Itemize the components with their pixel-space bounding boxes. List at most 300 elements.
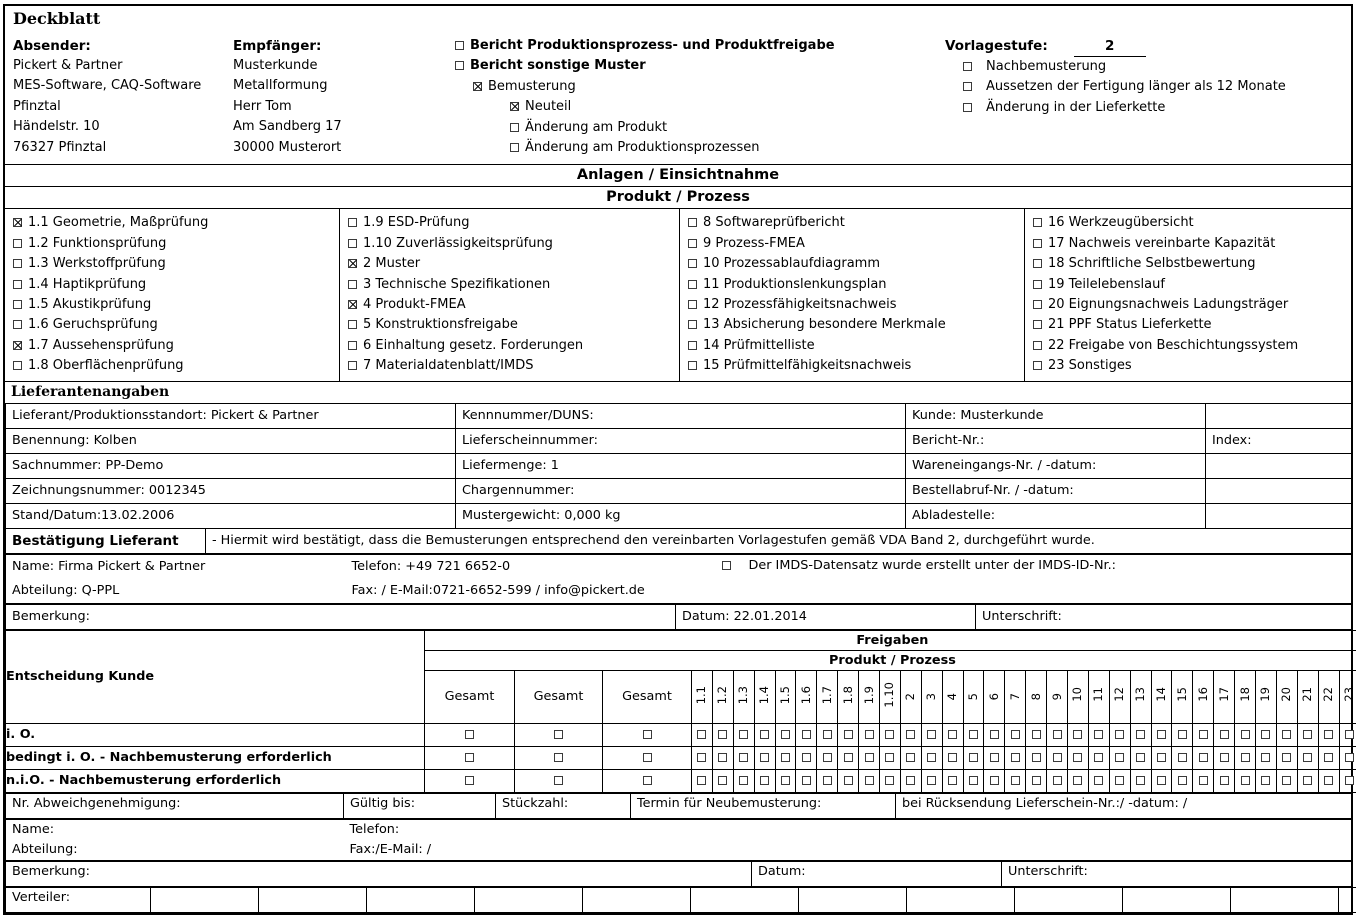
attachment-option[interactable] bbox=[348, 234, 679, 254]
attachment-checkbox[interactable] bbox=[688, 280, 697, 289]
decision-detail-checkbox[interactable] bbox=[1303, 753, 1312, 762]
decision-summary-checkbox[interactable] bbox=[643, 753, 652, 762]
attachment-checkbox[interactable] bbox=[688, 259, 697, 268]
decision-detail-checkbox[interactable] bbox=[781, 776, 790, 785]
attachment-option[interactable] bbox=[348, 315, 679, 335]
decision-detail-checkbox[interactable] bbox=[802, 730, 811, 739]
decision-detail-checkbox[interactable] bbox=[1178, 753, 1187, 762]
decision-detail-cell[interactable] bbox=[733, 723, 754, 746]
decision-detail-checkbox[interactable] bbox=[1303, 730, 1312, 739]
decision-detail-cell[interactable] bbox=[1214, 746, 1235, 769]
decision-detail-cell[interactable] bbox=[1318, 769, 1339, 792]
decision-detail-cell[interactable] bbox=[1256, 746, 1277, 769]
attachment-checkbox[interactable] bbox=[1033, 361, 1042, 370]
decision-detail-cell[interactable] bbox=[1130, 769, 1151, 792]
decision-detail-checkbox[interactable] bbox=[1220, 753, 1229, 762]
decision-detail-cell[interactable] bbox=[1256, 723, 1277, 746]
decision-detail-cell[interactable] bbox=[1005, 723, 1026, 746]
attachment-option[interactable] bbox=[13, 275, 339, 295]
report-type-option[interactable] bbox=[455, 97, 945, 117]
decision-detail-checkbox[interactable] bbox=[1053, 776, 1062, 785]
decision-detail-cell[interactable] bbox=[754, 769, 775, 792]
decision-summary-cell[interactable] bbox=[515, 769, 603, 792]
attachment-checkbox[interactable] bbox=[348, 218, 357, 227]
submission-level-option[interactable] bbox=[945, 57, 1345, 77]
attachment-option[interactable] bbox=[13, 213, 339, 233]
decision-detail-cell[interactable] bbox=[1088, 746, 1109, 769]
decision-detail-checkbox[interactable] bbox=[990, 776, 999, 785]
decision-detail-checkbox[interactable] bbox=[1220, 776, 1229, 785]
decision-detail-checkbox[interactable] bbox=[1053, 753, 1062, 762]
report-type-option[interactable] bbox=[455, 77, 945, 97]
attachment-checkbox[interactable] bbox=[348, 259, 357, 268]
distribution-cell[interactable] bbox=[475, 887, 583, 912]
attachment-checkbox[interactable] bbox=[13, 341, 22, 350]
decision-detail-checkbox[interactable] bbox=[927, 730, 936, 739]
attachment-option[interactable] bbox=[13, 315, 339, 335]
report-type-option[interactable] bbox=[455, 56, 945, 76]
distribution-cell[interactable] bbox=[691, 887, 799, 912]
decision-detail-cell[interactable] bbox=[817, 769, 838, 792]
decision-detail-cell[interactable] bbox=[838, 723, 859, 746]
decision-summary-cell[interactable] bbox=[425, 746, 515, 769]
decision-detail-checkbox[interactable] bbox=[865, 753, 874, 762]
decision-detail-checkbox[interactable] bbox=[781, 753, 790, 762]
decision-detail-checkbox[interactable] bbox=[948, 730, 957, 739]
decision-detail-cell[interactable] bbox=[1172, 746, 1193, 769]
decision-detail-checkbox[interactable] bbox=[1199, 753, 1208, 762]
decision-detail-cell[interactable] bbox=[733, 769, 754, 792]
distribution-cell[interactable] bbox=[583, 887, 691, 912]
decision-detail-cell[interactable] bbox=[1172, 769, 1193, 792]
decision-summary-cell[interactable] bbox=[603, 769, 692, 792]
decision-detail-checkbox[interactable] bbox=[1053, 730, 1062, 739]
decision-detail-checkbox[interactable] bbox=[885, 776, 894, 785]
decision-detail-checkbox[interactable] bbox=[1261, 730, 1270, 739]
decision-summary-checkbox[interactable] bbox=[465, 730, 474, 739]
attachment-option[interactable] bbox=[348, 213, 679, 233]
attachment-checkbox[interactable] bbox=[13, 259, 22, 268]
decision-detail-cell[interactable] bbox=[880, 746, 901, 769]
attachment-option[interactable] bbox=[688, 234, 1024, 254]
decision-detail-checkbox[interactable] bbox=[1261, 753, 1270, 762]
decision-detail-cell[interactable] bbox=[942, 723, 963, 746]
decision-detail-cell[interactable] bbox=[1047, 769, 1068, 792]
decision-detail-checkbox[interactable] bbox=[1324, 730, 1333, 739]
decision-detail-checkbox[interactable] bbox=[1011, 730, 1020, 739]
decision-detail-cell[interactable] bbox=[712, 746, 733, 769]
decision-detail-cell[interactable] bbox=[1276, 769, 1297, 792]
decision-detail-checkbox[interactable] bbox=[739, 753, 748, 762]
decision-summary-checkbox[interactable] bbox=[554, 730, 563, 739]
attachment-option[interactable] bbox=[1033, 315, 1351, 335]
attachment-option[interactable] bbox=[13, 254, 339, 274]
decision-detail-cell[interactable] bbox=[1088, 723, 1109, 746]
attachment-option[interactable] bbox=[348, 336, 679, 356]
decision-detail-checkbox[interactable] bbox=[1157, 753, 1166, 762]
decision-detail-cell[interactable] bbox=[1151, 723, 1172, 746]
decision-summary-checkbox[interactable] bbox=[643, 730, 652, 739]
attachment-option[interactable] bbox=[1033, 213, 1351, 233]
decision-detail-checkbox[interactable] bbox=[823, 776, 832, 785]
decision-detail-cell[interactable] bbox=[1297, 746, 1318, 769]
decision-detail-checkbox[interactable] bbox=[1282, 753, 1291, 762]
decision-detail-checkbox[interactable] bbox=[1094, 730, 1103, 739]
report-type-option[interactable] bbox=[455, 138, 945, 158]
decision-detail-cell[interactable] bbox=[1026, 723, 1047, 746]
attachment-checkbox[interactable] bbox=[1033, 280, 1042, 289]
decision-detail-checkbox[interactable] bbox=[948, 776, 957, 785]
decision-summary-cell[interactable] bbox=[425, 723, 515, 746]
decision-detail-cell[interactable] bbox=[880, 769, 901, 792]
decision-summary-cell[interactable] bbox=[603, 723, 692, 746]
decision-summary-checkbox[interactable] bbox=[465, 753, 474, 762]
decision-summary-checkbox[interactable] bbox=[465, 776, 474, 785]
decision-detail-checkbox[interactable] bbox=[739, 730, 748, 739]
decision-detail-checkbox[interactable] bbox=[1115, 730, 1124, 739]
decision-detail-cell[interactable] bbox=[880, 723, 901, 746]
decision-detail-cell[interactable] bbox=[1318, 723, 1339, 746]
attachment-option[interactable] bbox=[688, 295, 1024, 315]
decision-detail-checkbox[interactable] bbox=[739, 776, 748, 785]
decision-summary-cell[interactable] bbox=[425, 769, 515, 792]
distribution-cell[interactable] bbox=[799, 887, 907, 912]
decision-detail-cell[interactable] bbox=[775, 769, 796, 792]
decision-detail-cell[interactable] bbox=[1339, 723, 1356, 746]
submission-level-option[interactable] bbox=[945, 98, 1345, 118]
distribution-cell[interactable] bbox=[151, 887, 259, 912]
attachment-option[interactable] bbox=[13, 336, 339, 356]
decision-detail-cell[interactable] bbox=[942, 769, 963, 792]
decision-detail-checkbox[interactable] bbox=[906, 776, 915, 785]
decision-detail-checkbox[interactable] bbox=[1157, 776, 1166, 785]
attachment-checkbox[interactable] bbox=[1033, 320, 1042, 329]
decision-detail-checkbox[interactable] bbox=[1241, 753, 1250, 762]
decision-detail-cell[interactable] bbox=[692, 746, 713, 769]
decision-detail-cell[interactable] bbox=[900, 723, 921, 746]
decision-detail-checkbox[interactable] bbox=[760, 753, 769, 762]
attachment-checkbox[interactable] bbox=[13, 239, 22, 248]
decision-detail-checkbox[interactable] bbox=[1261, 776, 1270, 785]
decision-detail-checkbox[interactable] bbox=[885, 753, 894, 762]
decision-detail-cell[interactable] bbox=[984, 746, 1005, 769]
attachment-option[interactable] bbox=[348, 275, 679, 295]
decision-detail-checkbox[interactable] bbox=[802, 753, 811, 762]
decision-detail-checkbox[interactable] bbox=[1136, 753, 1145, 762]
decision-summary-checkbox[interactable] bbox=[554, 753, 563, 762]
decision-detail-cell[interactable] bbox=[817, 746, 838, 769]
decision-detail-checkbox[interactable] bbox=[948, 753, 957, 762]
decision-summary-checkbox[interactable] bbox=[643, 776, 652, 785]
decision-detail-cell[interactable] bbox=[1193, 723, 1214, 746]
decision-detail-checkbox[interactable] bbox=[1324, 753, 1333, 762]
attachment-option[interactable] bbox=[1033, 356, 1351, 376]
decision-detail-checkbox[interactable] bbox=[969, 753, 978, 762]
attachment-option[interactable] bbox=[688, 213, 1024, 233]
decision-detail-cell[interactable] bbox=[900, 769, 921, 792]
decision-detail-checkbox[interactable] bbox=[1115, 776, 1124, 785]
decision-detail-checkbox[interactable] bbox=[823, 753, 832, 762]
attachment-checkbox[interactable] bbox=[348, 300, 357, 309]
decision-detail-checkbox[interactable] bbox=[1178, 776, 1187, 785]
attachment-option[interactable] bbox=[1033, 234, 1351, 254]
decision-detail-cell[interactable] bbox=[921, 769, 942, 792]
decision-detail-cell[interactable] bbox=[900, 746, 921, 769]
report-type-checkbox[interactable] bbox=[510, 123, 519, 132]
attachment-option[interactable] bbox=[1033, 295, 1351, 315]
decision-detail-cell[interactable] bbox=[1339, 746, 1356, 769]
decision-detail-checkbox[interactable] bbox=[865, 776, 874, 785]
decision-detail-checkbox[interactable] bbox=[1241, 730, 1250, 739]
decision-detail-cell[interactable] bbox=[775, 746, 796, 769]
decision-detail-cell[interactable] bbox=[1109, 769, 1130, 792]
decision-detail-cell[interactable] bbox=[1026, 746, 1047, 769]
decision-summary-cell[interactable] bbox=[515, 746, 603, 769]
decision-detail-checkbox[interactable] bbox=[969, 730, 978, 739]
decision-detail-checkbox[interactable] bbox=[885, 730, 894, 739]
decision-detail-checkbox[interactable] bbox=[844, 776, 853, 785]
decision-detail-cell[interactable] bbox=[1235, 746, 1256, 769]
decision-detail-checkbox[interactable] bbox=[1032, 730, 1041, 739]
attachment-checkbox[interactable] bbox=[1033, 300, 1042, 309]
attachment-checkbox[interactable] bbox=[1033, 259, 1042, 268]
decision-detail-cell[interactable] bbox=[1172, 723, 1193, 746]
decision-detail-checkbox[interactable] bbox=[927, 776, 936, 785]
attachment-option[interactable] bbox=[1033, 275, 1351, 295]
attachment-option[interactable] bbox=[13, 356, 339, 376]
decision-detail-cell[interactable] bbox=[1318, 746, 1339, 769]
decision-detail-cell[interactable] bbox=[796, 746, 817, 769]
attachment-checkbox[interactable] bbox=[348, 320, 357, 329]
decision-detail-cell[interactable] bbox=[1193, 769, 1214, 792]
decision-detail-checkbox[interactable] bbox=[1178, 730, 1187, 739]
attachment-checkbox[interactable] bbox=[1033, 239, 1042, 248]
decision-detail-cell[interactable] bbox=[1005, 769, 1026, 792]
decision-detail-cell[interactable] bbox=[1151, 746, 1172, 769]
attachment-checkbox[interactable] bbox=[348, 361, 357, 370]
attachment-checkbox[interactable] bbox=[688, 239, 697, 248]
decision-detail-checkbox[interactable] bbox=[906, 753, 915, 762]
decision-detail-cell[interactable] bbox=[1214, 769, 1235, 792]
decision-detail-cell[interactable] bbox=[963, 723, 984, 746]
decision-detail-checkbox[interactable] bbox=[1199, 730, 1208, 739]
decision-detail-cell[interactable] bbox=[733, 746, 754, 769]
decision-detail-checkbox[interactable] bbox=[1220, 730, 1229, 739]
report-type-checkbox[interactable] bbox=[510, 102, 519, 111]
distribution-cell[interactable] bbox=[259, 887, 367, 912]
decision-detail-checkbox[interactable] bbox=[1241, 776, 1250, 785]
decision-detail-checkbox[interactable] bbox=[697, 753, 706, 762]
decision-detail-cell[interactable] bbox=[921, 723, 942, 746]
attachment-option[interactable] bbox=[13, 295, 339, 315]
decision-detail-cell[interactable] bbox=[1235, 769, 1256, 792]
decision-detail-cell[interactable] bbox=[796, 769, 817, 792]
decision-detail-cell[interactable] bbox=[817, 723, 838, 746]
decision-detail-cell[interactable] bbox=[1068, 723, 1089, 746]
distribution-cell[interactable] bbox=[1231, 887, 1339, 912]
decision-detail-cell[interactable] bbox=[1256, 769, 1277, 792]
decision-detail-checkbox[interactable] bbox=[1303, 776, 1312, 785]
decision-detail-checkbox[interactable] bbox=[990, 753, 999, 762]
decision-detail-checkbox[interactable] bbox=[1073, 730, 1082, 739]
decision-detail-cell[interactable] bbox=[984, 769, 1005, 792]
decision-detail-checkbox[interactable] bbox=[1324, 776, 1333, 785]
attachment-checkbox[interactable] bbox=[688, 218, 697, 227]
decision-detail-cell[interactable] bbox=[1193, 746, 1214, 769]
attachment-checkbox[interactable] bbox=[688, 300, 697, 309]
decision-detail-checkbox[interactable] bbox=[718, 730, 727, 739]
attachment-checkbox[interactable] bbox=[688, 341, 697, 350]
attachment-checkbox[interactable] bbox=[13, 300, 22, 309]
report-type-option[interactable] bbox=[455, 118, 945, 138]
decision-detail-checkbox[interactable] bbox=[1073, 753, 1082, 762]
decision-detail-cell[interactable] bbox=[692, 769, 713, 792]
attachment-checkbox[interactable] bbox=[1033, 341, 1042, 350]
decision-detail-cell[interactable] bbox=[692, 723, 713, 746]
attachment-option[interactable] bbox=[688, 336, 1024, 356]
distribution-cell[interactable] bbox=[367, 887, 475, 912]
decision-detail-cell[interactable] bbox=[1297, 723, 1318, 746]
decision-detail-checkbox[interactable] bbox=[1115, 753, 1124, 762]
decision-detail-checkbox[interactable] bbox=[1011, 776, 1020, 785]
submission-level-checkbox[interactable] bbox=[963, 103, 972, 112]
attachment-option[interactable] bbox=[1033, 336, 1351, 356]
decision-detail-checkbox[interactable] bbox=[760, 776, 769, 785]
decision-detail-checkbox[interactable] bbox=[781, 730, 790, 739]
report-type-option[interactable] bbox=[455, 36, 945, 56]
distribution-cell[interactable] bbox=[907, 887, 1015, 912]
decision-detail-checkbox[interactable] bbox=[718, 753, 727, 762]
decision-detail-checkbox[interactable] bbox=[1032, 776, 1041, 785]
decision-detail-cell[interactable] bbox=[859, 723, 880, 746]
attachment-checkbox[interactable] bbox=[688, 361, 697, 370]
decision-summary-cell[interactable] bbox=[515, 723, 603, 746]
decision-detail-checkbox[interactable] bbox=[969, 776, 978, 785]
distribution-cell[interactable] bbox=[1123, 887, 1231, 912]
decision-detail-checkbox[interactable] bbox=[760, 730, 769, 739]
attachment-checkbox[interactable] bbox=[13, 218, 22, 227]
decision-detail-cell[interactable] bbox=[775, 723, 796, 746]
decision-detail-checkbox[interactable] bbox=[1345, 776, 1354, 785]
attachment-option[interactable] bbox=[688, 275, 1024, 295]
decision-detail-checkbox[interactable] bbox=[802, 776, 811, 785]
decision-detail-cell[interactable] bbox=[1214, 723, 1235, 746]
decision-detail-checkbox[interactable] bbox=[1136, 730, 1145, 739]
decision-detail-cell[interactable] bbox=[796, 723, 817, 746]
attachment-checkbox[interactable] bbox=[1033, 218, 1042, 227]
decision-detail-checkbox[interactable] bbox=[844, 730, 853, 739]
distribution-cell[interactable] bbox=[1015, 887, 1123, 912]
decision-detail-cell[interactable] bbox=[1109, 746, 1130, 769]
attachment-option[interactable] bbox=[13, 234, 339, 254]
decision-detail-cell[interactable] bbox=[1297, 769, 1318, 792]
attachment-checkbox[interactable] bbox=[13, 320, 22, 329]
decision-detail-cell[interactable] bbox=[1109, 723, 1130, 746]
decision-detail-cell[interactable] bbox=[1235, 723, 1256, 746]
distribution-cell[interactable] bbox=[1339, 887, 1356, 912]
decision-detail-checkbox[interactable] bbox=[1094, 753, 1103, 762]
decision-detail-checkbox[interactable] bbox=[927, 753, 936, 762]
decision-detail-cell[interactable] bbox=[984, 723, 1005, 746]
report-type-checkbox[interactable] bbox=[473, 82, 482, 91]
attachment-option[interactable] bbox=[348, 254, 679, 274]
decision-detail-cell[interactable] bbox=[712, 723, 733, 746]
attachment-option[interactable] bbox=[348, 356, 679, 376]
decision-detail-cell[interactable] bbox=[754, 746, 775, 769]
decision-detail-cell[interactable] bbox=[1276, 746, 1297, 769]
decision-detail-cell[interactable] bbox=[1068, 746, 1089, 769]
decision-detail-checkbox[interactable] bbox=[906, 730, 915, 739]
decision-detail-checkbox[interactable] bbox=[1282, 730, 1291, 739]
decision-detail-checkbox[interactable] bbox=[1157, 730, 1166, 739]
decision-detail-cell[interactable] bbox=[859, 769, 880, 792]
decision-detail-checkbox[interactable] bbox=[1094, 776, 1103, 785]
decision-detail-checkbox[interactable] bbox=[1136, 776, 1145, 785]
attachment-option[interactable] bbox=[348, 295, 679, 315]
decision-detail-cell[interactable] bbox=[1005, 746, 1026, 769]
decision-detail-cell[interactable] bbox=[1088, 769, 1109, 792]
report-type-checkbox[interactable] bbox=[455, 61, 464, 70]
submission-level-value[interactable]: 2 bbox=[1074, 36, 1146, 57]
decision-detail-cell[interactable] bbox=[1047, 723, 1068, 746]
decision-detail-checkbox[interactable] bbox=[1032, 753, 1041, 762]
decision-detail-cell[interactable] bbox=[1068, 769, 1089, 792]
decision-detail-cell[interactable] bbox=[963, 769, 984, 792]
decision-detail-cell[interactable] bbox=[712, 769, 733, 792]
decision-detail-cell[interactable] bbox=[859, 746, 880, 769]
decision-detail-cell[interactable] bbox=[754, 723, 775, 746]
attachment-checkbox[interactable] bbox=[348, 239, 357, 248]
decision-detail-checkbox[interactable] bbox=[823, 730, 832, 739]
attachment-checkbox[interactable] bbox=[348, 341, 357, 350]
decision-detail-cell[interactable] bbox=[838, 746, 859, 769]
decision-detail-checkbox[interactable] bbox=[1011, 753, 1020, 762]
attachment-option[interactable] bbox=[688, 254, 1024, 274]
decision-detail-checkbox[interactable] bbox=[1073, 776, 1082, 785]
decision-detail-checkbox[interactable] bbox=[1282, 776, 1291, 785]
decision-detail-checkbox[interactable] bbox=[1345, 753, 1354, 762]
decision-detail-checkbox[interactable] bbox=[844, 753, 853, 762]
decision-detail-checkbox[interactable] bbox=[1199, 776, 1208, 785]
decision-detail-cell[interactable] bbox=[942, 746, 963, 769]
decision-detail-cell[interactable] bbox=[1339, 769, 1356, 792]
attachment-checkbox[interactable] bbox=[13, 280, 22, 289]
decision-detail-cell[interactable] bbox=[1130, 746, 1151, 769]
attachment-checkbox[interactable] bbox=[348, 280, 357, 289]
decision-detail-cell[interactable] bbox=[838, 769, 859, 792]
report-type-checkbox[interactable] bbox=[455, 41, 464, 50]
submission-level-option[interactable] bbox=[945, 77, 1345, 97]
decision-detail-checkbox[interactable] bbox=[697, 730, 706, 739]
submission-level-checkbox[interactable] bbox=[963, 82, 972, 91]
decision-detail-cell[interactable] bbox=[1151, 769, 1172, 792]
decision-detail-cell[interactable] bbox=[921, 746, 942, 769]
decision-detail-checkbox[interactable] bbox=[865, 730, 874, 739]
submission-level-checkbox[interactable] bbox=[963, 62, 972, 71]
decision-summary-cell[interactable] bbox=[603, 746, 692, 769]
decision-detail-cell[interactable] bbox=[1047, 746, 1068, 769]
decision-detail-checkbox[interactable] bbox=[990, 730, 999, 739]
attachment-option[interactable] bbox=[688, 356, 1024, 376]
decision-detail-checkbox[interactable] bbox=[697, 776, 706, 785]
decision-detail-cell[interactable] bbox=[1276, 723, 1297, 746]
decision-detail-checkbox[interactable] bbox=[1345, 730, 1354, 739]
decision-detail-cell[interactable] bbox=[1026, 769, 1047, 792]
attachment-checkbox[interactable] bbox=[688, 320, 697, 329]
attachment-checkbox[interactable] bbox=[13, 361, 22, 370]
imds-checkbox[interactable] bbox=[722, 561, 731, 570]
attachment-option[interactable] bbox=[688, 315, 1024, 335]
